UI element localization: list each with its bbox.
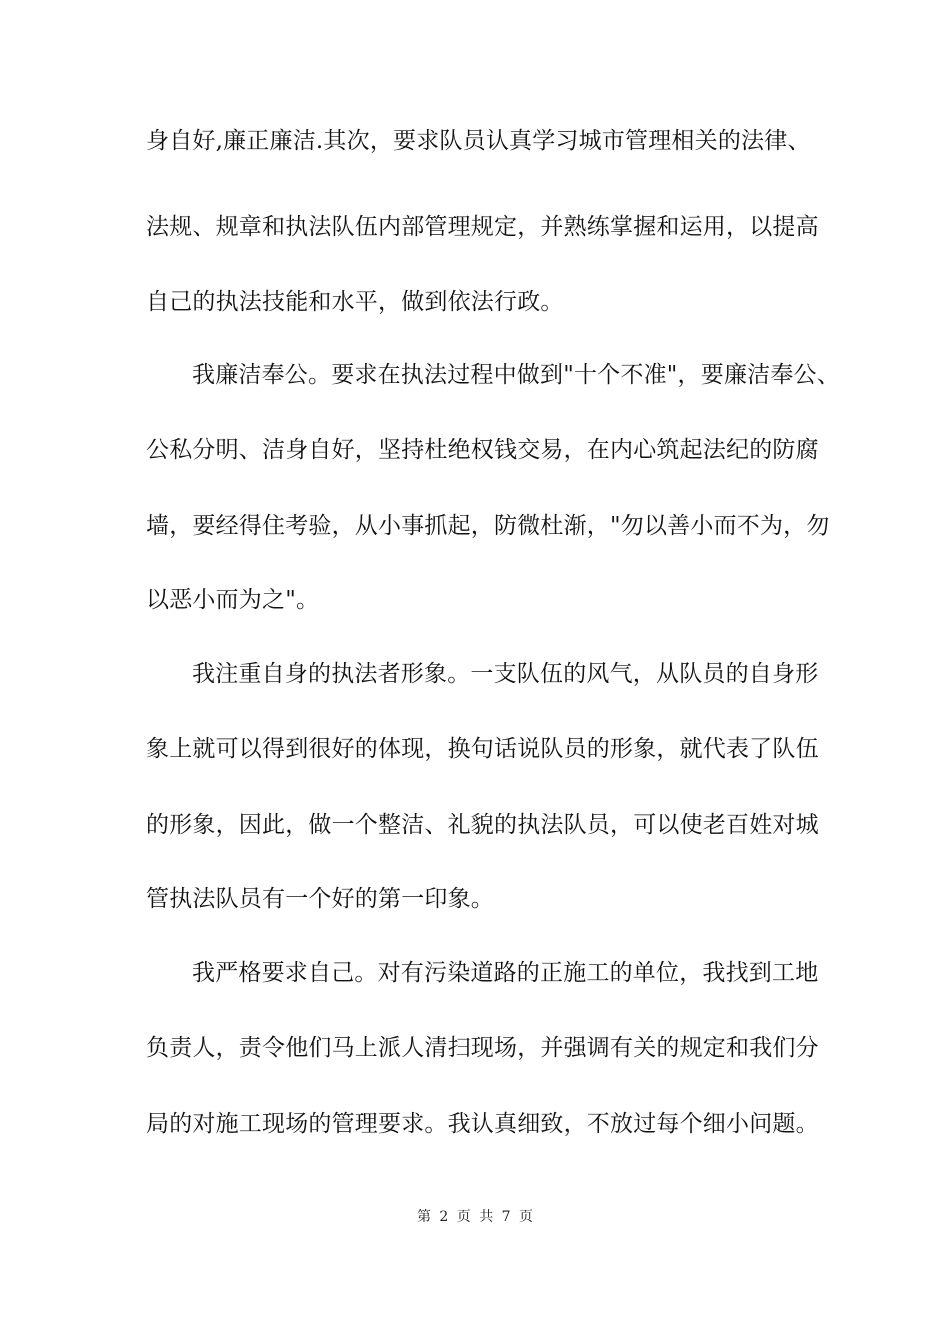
text-line: 象上就可以得到很好的体现，换句话说队员的形象，就代表了队伍	[146, 736, 819, 762]
page-number-footer: 第 2 页 共 7 页	[416, 1209, 534, 1225]
text-line: 法规、规章和执法队伍内部管理规定，并熟练掌握和运用，以提高	[146, 214, 819, 240]
text-line: 的形象，因此，做一个整洁、礼貌的执法队员，可以使老百姓对城	[146, 812, 819, 838]
text-line: 公私分明、洁身自好，坚持杜绝权钱交易，在内心筑起法纪的防腐	[146, 437, 819, 463]
text-line: 局的对施工现场的管理要求。我认真细致，不放过每个细小问题。	[146, 1111, 819, 1137]
paragraph-first-line: 我廉洁奉公。要求在执法过程中做到"十个不准"，要廉洁奉公、	[192, 362, 840, 388]
text-line: 身自好,廉正廉洁.其次，要求队员认真学习城市管理相关的法律、	[146, 128, 811, 154]
text-line: 自己的执法技能和水平，做到依法行政。	[146, 289, 564, 315]
paragraph-first-line: 我注重自身的执法者形象。一支队伍的风气，从队员的自身形	[192, 661, 819, 687]
text-line: 以恶小而为之"。	[146, 587, 320, 613]
text-line: 墙，要经得住考验，从小事抓起，防微杜渐，"勿以善小而不为，勿	[146, 513, 830, 539]
paragraph-first-line: 我严格要求自己。对有污染道路的正施工的单位，我找到工地	[192, 960, 819, 986]
text-line: 负责人，责令他们马上派人清扫现场，并强调有关的规定和我们分	[146, 1035, 819, 1061]
text-line: 管执法队员有一个好的第一印象。	[146, 886, 494, 912]
